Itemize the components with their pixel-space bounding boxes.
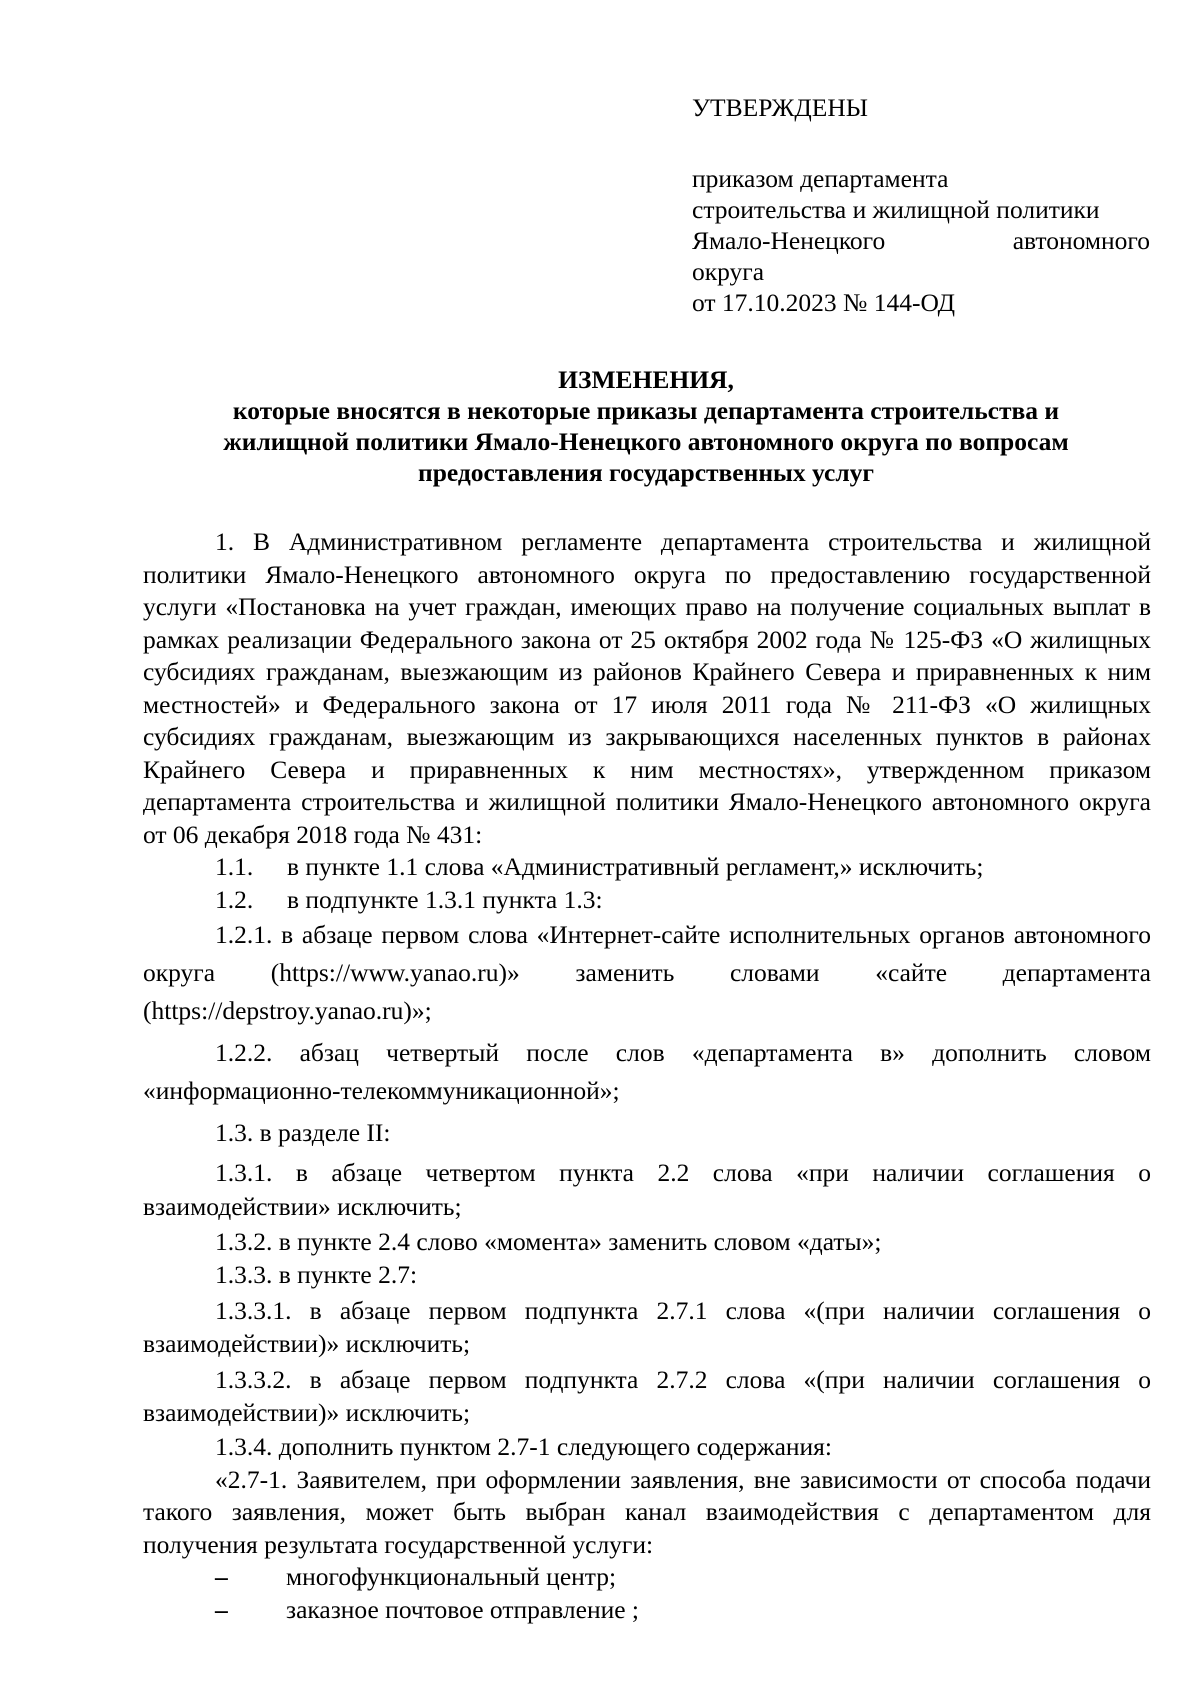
title-line: которые вносятся в некоторые приказы департамента строительства и <box>232 396 1060 425</box>
item-number: 1.1. <box>215 852 254 881</box>
paragraph-1-3-1: 1.3.1. в абзаце четвертом пункта 2.2 слова «при наличии соглашения о взаимодействии» исключить; <box>143 1158 1151 1221</box>
paragraph-1-3-3-1: 1.3.3.1. в абзаце первом подпункта 2.7.1 слова «(при наличии соглашения о взаимодействии)» исключить; <box>143 1296 1151 1358</box>
list-item-text: заказное почтовое отправление ; <box>286 1594 640 1624</box>
paragraph-1: 1. В Административном регламенте департамента строительства и жилищной политики Ямало-Ненецкого автономного округа по предоставлению государственной услуги «Постановка на учет граждан, имеющих право на получение социальных выплат в рамках реализации Федерального закона от 25 октября 2002 года № 125-ФЗ «О жилищных субсидиях гражданам, выезжающим из районов Крайнего Севера и приравненных к ним местностей» и Федерального закона от 17 июля 2011 года № 211-ФЗ «О жилищных субсидиях гражданам, выезжающим из закрывающихся населенных пунктов в районах Крайнего Севера и приравненных к ним местностях», утвержденном приказом департамента строительства и жилищной политики Ямало-Ненецкого автономного округа от 06 декабря 2018 года № 431: <box>143 527 1151 849</box>
paragraph-1-3: 1.3. в разделе II: <box>215 1118 391 1147</box>
approval-line: строительства и жилищной политики <box>692 195 1100 224</box>
item-1-1 <box>143 851 1151 884</box>
approval-line: от 17.10.2023 № 144-ОД <box>692 288 956 317</box>
title-line: жилищной политики Ямало-Ненецкого автономного округа по вопросам <box>223 427 1069 456</box>
paragraph-1-3-4: 1.3.4. дополнить пунктом 2.7-1 следующего содержания: <box>215 1432 832 1461</box>
title-line: предоставления государственных услуг <box>418 458 874 487</box>
approval-line <box>692 225 1150 256</box>
paragraph-1-3-3-2: 1.3.3.2. в абзаце первом подпункта 2.7.2 слова «(при наличии соглашения о взаимодействии)» исключить; <box>143 1365 1151 1427</box>
list-item-text: многофункциональный центр; <box>286 1562 617 1591</box>
approval-line-right: автономного <box>1012 226 1150 255</box>
paragraph-2-7-1: «2.7-1. Заявителем, при оформлении заявления, вне зависимости от способа подачи такого заявления, может быть выбран канал взаимодействия с департаментом для получения результата государственной услуги: <box>143 1464 1151 1559</box>
item-text: в подпункте 1.3.1 пункта 1.3: <box>287 884 603 914</box>
approval-line: округа <box>692 257 765 286</box>
item-number: 1.2. <box>215 884 254 914</box>
approval-line-left: Ямало-Ненецкого <box>692 226 886 255</box>
paragraph-1-2-2: 1.2.2. абзац четвертый после слов «департамента в» дополнить словом «информационно-телекоммуникационной»; <box>143 1038 1151 1105</box>
approval-block <box>692 92 1150 318</box>
document-body <box>143 526 1151 1626</box>
list-item <box>143 1594 1151 1627</box>
item-text: в пункте 1.1 слова «Административный регламент,» исключить; <box>287 852 984 881</box>
list-item <box>143 1561 1151 1594</box>
approval-line: приказом департамента <box>692 164 949 193</box>
paragraph-1-2-1: 1.2.1. в абзаце первом слова «Интернет-сайте исполнительных органов автономного округа (https://www.yanao.ru)» заменить словами «сайте департамента (https://depstroy.yanao.ru)»; <box>143 920 1151 1025</box>
document-title <box>142 364 1150 488</box>
paragraph-1-3-2: 1.3.2. в пункте 2.4 слово «момента» заменить словом «даты»; <box>215 1227 882 1256</box>
item-1-2 <box>143 884 1151 917</box>
dash-marker: – <box>215 1594 228 1624</box>
title-line: ИЗМЕНЕНИЯ, <box>558 365 734 394</box>
approval-heading: УТВЕРЖДЕНЫ <box>692 93 868 122</box>
paragraph-1-3-3: 1.3.3. в пункте 2.7: <box>215 1259 418 1289</box>
dash-marker: – <box>215 1562 228 1591</box>
